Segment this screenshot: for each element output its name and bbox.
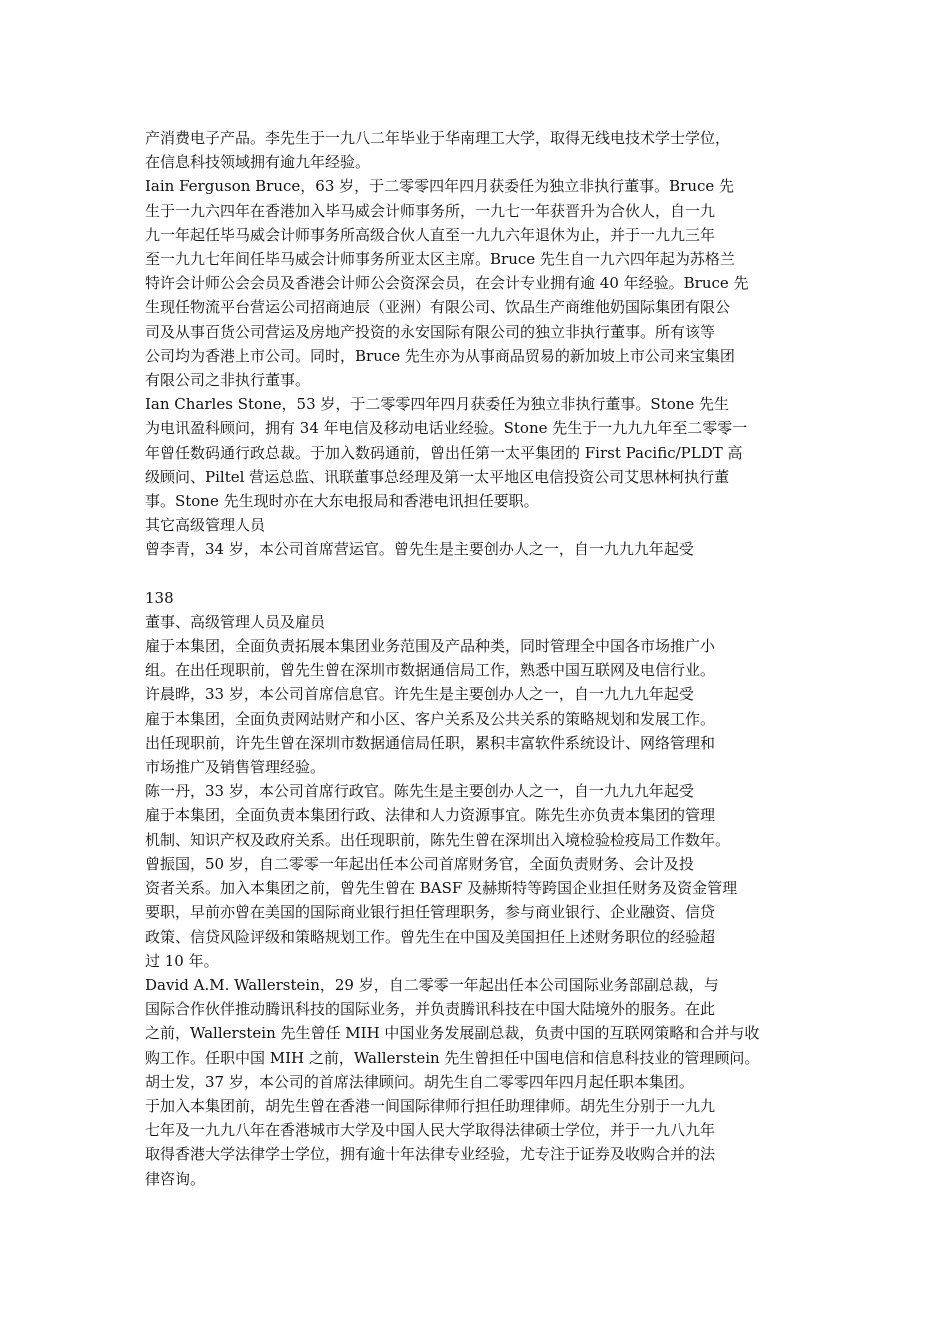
text-line: 生于一九六四年在香港加入毕马威会计师事务所，一九七一年获晋升为合伙人，自一九 (145, 201, 716, 220)
text-line: 陈一丹，33 岁，本公司首席行政官。陈先生是主要创办人之一，自一九九九年起受 (145, 782, 694, 801)
text-line: 机制、知识产权及政府关系。出任现职前，陈先生曾在深圳出入境检验检疫局工作数年。 (145, 830, 731, 849)
text-line: 资者关系。加入本集团之前，曾先生曾在 BASF 及赫斯特等跨国企业担任财务及资金管理 (145, 879, 738, 898)
text-line: 至一九九七年间任毕马威会计师事务所亚太区主席。Bruce 先生自一九六四年起为苏格兰 (145, 250, 735, 269)
text-line: 购工作。任职中国 MIH 之前，Wallerstein 先生曾担任中国电信和信息科技业的管理顾问。 (145, 1048, 760, 1067)
text-line: 九一年起任毕马威会计师事务所高级合伙人直至一九九六年退休为止，并于一九九三年 (145, 225, 716, 244)
text-line: 雇于本集团，全面负责网站财产和小区、客户关系及公共关系的策略规划和发展工作。 (145, 709, 716, 728)
text-line: 七年及一九九八年在香港城市大学及中国人民大学取得法律硕士学位，并于一九八九年 (145, 1121, 716, 1140)
text-block-2 (145, 634, 815, 1191)
text-line: 于加入本集团前，胡先生曾在香港一间国际律师行担任助理律师。胡先生分别于一九九 (145, 1096, 716, 1115)
document-page (145, 126, 815, 1191)
text-line: 特许会计师公会会员及香港会计师公会资深会员，在会计专业拥有逾 40 年经验。Bruce 先 (145, 274, 749, 293)
text-line: 产消费电子产品。李先生于一九八二年毕业于华南理工大学，取得无线电技术学士学位， (145, 129, 731, 147)
text-line: 要职，早前亦曾在美国的国际商业银行担任管理职务，参与商业银行、企业融资、信贷 (145, 903, 716, 922)
text-line: 公司均为香港上市公司。同时，Bruce 先生亦为从事商品贸易的新加坡上市公司来宝集团 (145, 346, 735, 365)
text-line: 律咨询。 (145, 1169, 206, 1188)
text-line: Ian Charles Stone，53 岁，于二零零四年四月获委任为独立非执行董事。Stone 先生 (145, 395, 730, 414)
text-line: 出任现职前，许先生曾在深圳市数据通信局任职，累积丰富软件系统设计、网络管理和 (145, 733, 716, 752)
text-line: 许晨晔，33 岁，本公司首席信息官。许先生是主要创办人之一，自一九九九年起受 (145, 685, 694, 704)
text-line: 过 10 年。 (145, 951, 219, 970)
text-line: 年曾任数码通行政总裁。于加入数码通前，曾出任第一太平集团的 First Pacific/PLDT 高 (145, 443, 743, 462)
text-line: 政策、信贷风险评级和策略规划工作。曾先生在中国及美国担任上述财务职位的经验超 (145, 927, 716, 946)
text-line: 级顾问、Piltel 营运总监、讯联董事总经理及第一太平地区电信投资公司艾思林柯执行董 (145, 467, 730, 486)
text-line: 组。在出任现职前，曾先生曾在深圳市数据通信局工作，熟悉中国互联网及电信行业。 (145, 661, 716, 680)
text-line: 曾李青，34 岁，本公司首席营运官。曾先生是主要创办人之一，自一九九九年起受 (145, 540, 694, 559)
text-block-1 (145, 126, 815, 562)
text-line: 有限公司之非执行董事。 (145, 371, 311, 390)
text-line: 国际合作伙伴推动腾讯科技的国际业务，并负责腾讯科技在中国大陆境外的服务。在此 (145, 1000, 716, 1019)
page-break-gap (145, 562, 815, 586)
text-line: 胡士发，37 岁，本公司的首席法律顾问。胡先生自二零零四年四月起任职本集团。 (145, 1072, 694, 1091)
text-line: 雇于本集团，全面负责本集团行政、法律和人力资源事宜。陈先生亦负责本集团的管理 (145, 806, 716, 825)
text-line: 司及从事百货公司营运及房地产投资的永安国际有限公司的独立非执行董事。所有该等 (145, 322, 716, 341)
text-line: David A.M. Wallerstein，29 岁，自二零零一年起出任本公司国际业务部副总裁，与 (145, 975, 719, 994)
text-line: 曾振国，50 岁，自二零零一年起出任本公司首席财务官，全面负责财务、会计及投 (145, 854, 694, 873)
text-line: 取得香港大学法律学士学位，拥有逾十年法律专业经验，尤专注于证券及收购合并的法 (145, 1145, 716, 1164)
page-number: 138 (145, 588, 174, 607)
text-line: 市场推广及销售管理经验。 (145, 758, 326, 777)
text-line: 雇于本集团，全面负责拓展本集团业务范围及产品种类，同时管理全中国各市场推广小 (145, 637, 716, 656)
text-line: 在信息科技领域拥有逾九年经验。 (145, 153, 371, 172)
text-line: Iain Ferguson Bruce，63 岁，于二零零四年四月获委任为独立非执行董事。Bruce 先 (145, 177, 735, 196)
text-line: 为电讯盈科顾问，拥有 34 年电信及移动电话业经验。Stone 先生于一九九九年至二零零一 (145, 419, 748, 438)
text-line: 生现任物流平台营运公司招商迪辰（亚洲）有限公司、饮品生产商维他奶国际集团有限公 (145, 298, 731, 317)
section-header: 董事、高级管理人员及雇员 (145, 612, 326, 631)
text-line: 事。Stone 先生现时亦在大东电报局和香港电讯担任要职。 (145, 492, 539, 511)
text-line: 之前，Wallerstein 先生曾任 MIH 中国业务发展副总裁，负责中国的互联网策略和合并与收 (145, 1024, 760, 1043)
text-line: 其它高级管理人员 (145, 516, 266, 535)
